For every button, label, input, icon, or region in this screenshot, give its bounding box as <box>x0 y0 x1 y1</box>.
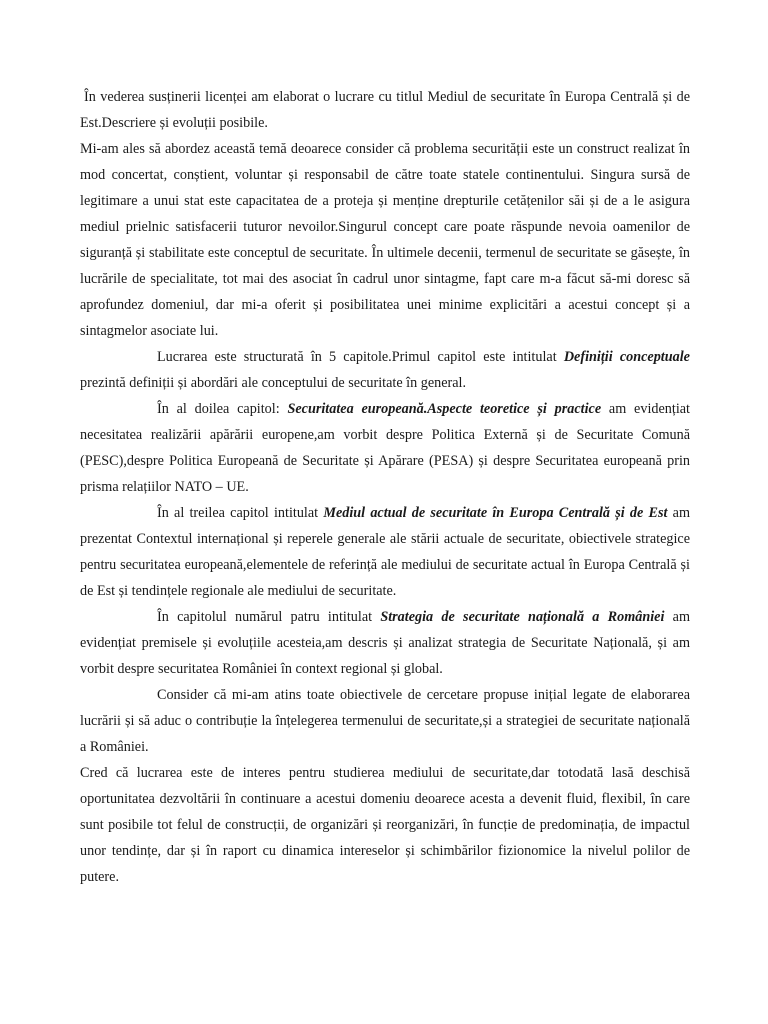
paragraph-conclusion: Consider că mi-am atins toate obiectivele de cercetare propuse inițial legate de elaborarea lucrării și să aduc o contribuție la înțelegerea termenului de securitate,și a strategiei de securitate națională a României. <box>80 687 690 755</box>
paragraph-chapter-3-after: am prezentat Contextul internațional și reperele generale ale stării actuale de securitate, obiectivele strategice pentru securitatea europeană,elementele de referință ale mediului de securitate actual în Europa Centrală și de Est și tendințele regionale ale mediului de securitate. <box>80 505 691 599</box>
paragraph-motivation: Mi-am ales să abordez această temă deoarece consider că problema securității este un construct realizat în mod concertat, conștient, voluntar și responsabil de către toate statele continentului. Singura sursă de legitimare a unui stat este capacitatea de a proteja și menține drepturile cetățenilor săi și de a le asigura mediul prielnic satisfacerii tuturor nevoilor.Singurul concept care poate răspunde nevoia oamenilor de siguranță și stabilitate este conceptul de securitate. În ultimele decenii, termenul de securitate se găsește, în lucrările de specialitate, tot mai des asociat în cadrul unor sintagme, fapt care m-a făcut să-mi doresc să aprofundez domeniul, dar mi-a oferit și posibilitatea unei minime explicitări a acestui concept și a sintagmelor asociate lui. <box>80 141 690 339</box>
chapter-1-title: Definiții conceptuale <box>563 349 690 365</box>
paragraph-chapter-4-after: am evidențiat premisele și evoluțiile acesteia,am descris și analizat strategia de Securitate Națională, și am vorbit despre securitatea României în context regional și global. <box>80 609 690 677</box>
paragraph-chapter-2-before: În al doilea capitol: <box>157 401 288 417</box>
chapter-3-title: Mediul actual de securitate în Europa Centrală și de Est <box>323 505 668 521</box>
paragraph-chapter-2 <box>80 396 690 500</box>
paragraph-chapter-1-after: prezintă definiții și abordări ale conceptului de securitate în general. <box>80 375 467 391</box>
paragraph-closing: Cred că lucrarea este de interes pentru studierea mediului de securitate,dar totodată lasă deschisă oportunitatea dezvoltării în continuare a acestui domeniu deoarece acesta a devenit fluid, flexibil, în care sunt posibile tot felul de construcții, de organizări și reorganizări, în funcție de predominația, de impactul unor tendințe, dar și în raport cu dinamica intereselor și schimbărilor fizionomice la nivelul polilor de putere. <box>80 765 690 885</box>
document-page <box>80 84 690 890</box>
paragraph-chapter-1-before: Lucrarea este structurată în 5 capitole.Primul capitol este intitulat <box>157 349 564 365</box>
paragraph-chapter-4-before: În capitolul numărul patru intitulat <box>157 609 381 625</box>
paragraph-chapter-3 <box>80 500 690 604</box>
paragraph-intro: În vederea susținerii licenței am elaborat o lucrare cu titlul Mediul de securitate în Europa Centrală și de Est.Descriere și evoluții posibile. <box>80 89 690 131</box>
paragraph-chapter-3-before: În al treilea capitol intitulat <box>157 505 324 521</box>
chapter-4-title: Strategia de securitate națională a României <box>380 609 665 625</box>
paragraph-chapter-1 <box>80 344 690 396</box>
paragraph-chapter-2-after: am evidențiat necesitatea realizării apărării europene,am vorbit despre Politica Externă și de Securitate Comună (PESC),despre Politica Europeană de Securitate și Apărare (PESA) și despre Securitatea europeană prin prisma relațiilor NATO – UE. <box>80 401 690 495</box>
chapter-2-title: Securitatea europeană.Aspecte teoretice și practice <box>287 401 602 417</box>
paragraph-chapter-4 <box>80 604 690 682</box>
